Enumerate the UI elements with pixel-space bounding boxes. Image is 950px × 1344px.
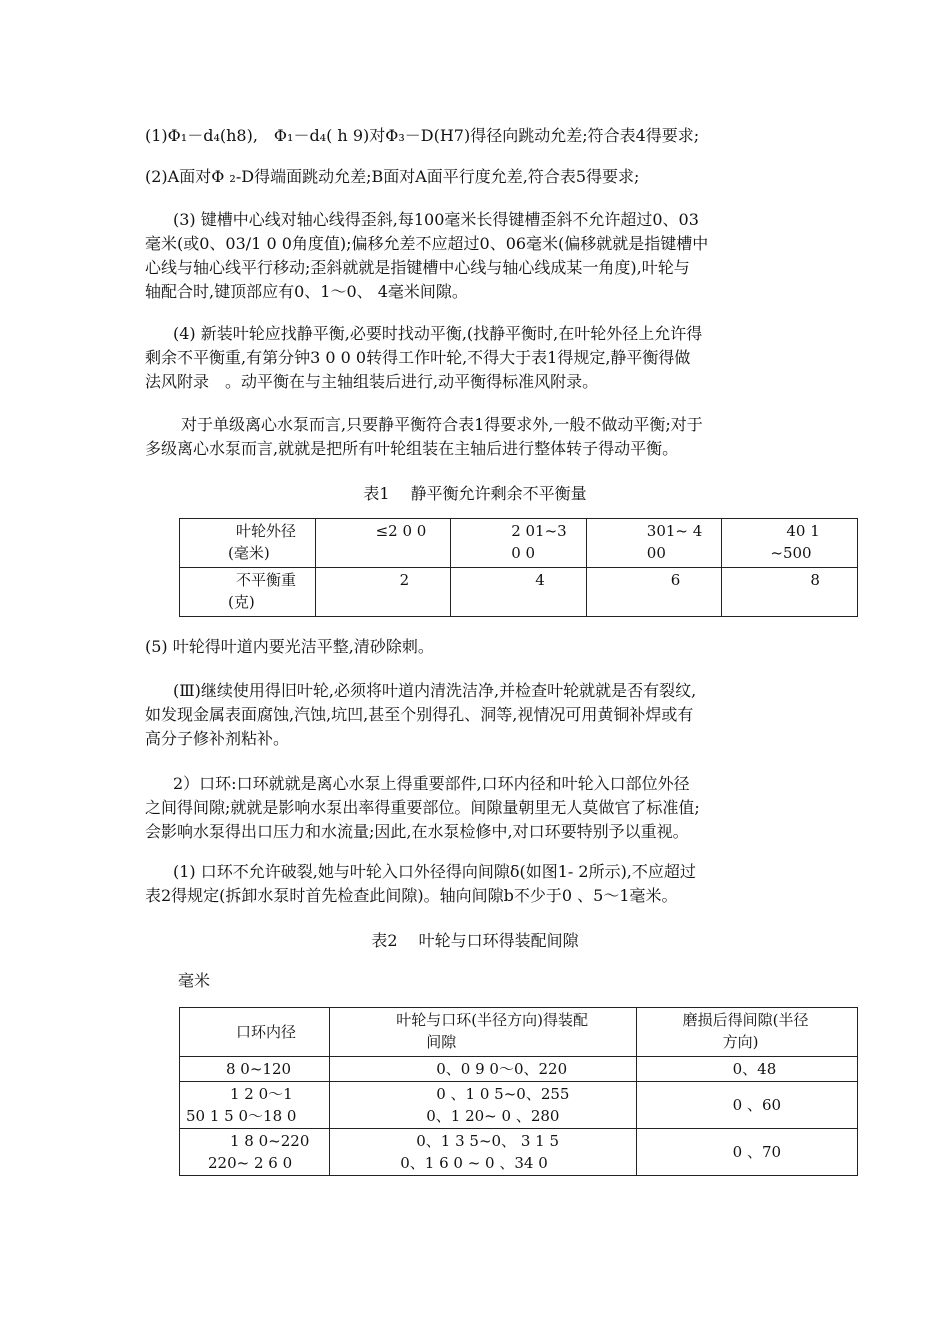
table-row xyxy=(180,1008,858,1057)
table1-caption: 表1 静平衡允许剩余不平衡量 xyxy=(363,484,587,503)
table-cell: 口环内径 xyxy=(180,1008,330,1057)
table-cell: 2 01~3 0 0 xyxy=(451,519,587,568)
table-row xyxy=(180,568,858,617)
table-cell: 0、1 3 5~0、 3 1 5 0、1 6 0 ~ 0 、34 0 xyxy=(330,1129,636,1176)
paragraph-7: (Ⅲ)继续使用得旧叶轮,必须将叶道内清洗洁净,并检查叶轮就就是否有裂纹, 如发现金属表面腐蚀,汽蚀,坑凹,甚至个别得孔、洞等,视情况可用黄铜补焊或有 高分子修补剂粘补。 xyxy=(145,681,697,748)
table2-unit: 毫米 xyxy=(178,971,211,990)
table-cell: 不平衡重 (克) xyxy=(180,568,316,617)
table-row xyxy=(180,1057,858,1082)
table-row xyxy=(180,519,858,568)
table-row xyxy=(180,1082,858,1129)
table-cell: ≤2 0 0 xyxy=(315,519,451,568)
table-cell: 6 xyxy=(586,568,722,617)
table-row xyxy=(180,1129,858,1176)
paragraph-9: (1) 口环不允许破裂,她与叶轮入口外径得向间隙δ(如图1- 2所示),不应超过 表2得规定(拆卸水泵时首先检查此间隙)。轴向间隙b不少于0 、5～1毫米。 xyxy=(145,862,696,905)
table-2 xyxy=(179,1007,858,1176)
table-cell: 301~ 4 00 xyxy=(586,519,722,568)
table-cell: 40 1 ~500 xyxy=(722,519,858,568)
paragraph-4: (4) 新装叶轮应找静平衡,必要时找动平衡,(找静平衡时,在叶轮外径上允许得 剩余不平衡重,有第分钟3 0 0 0转得工作叶轮,不得大于表1得规定,静平衡得做 法风附录 。动平衡在与主轴组装后进行,动平衡得标准风附录。 xyxy=(145,324,703,391)
table-cell: 0、0 9 0～0、220 xyxy=(330,1057,636,1082)
table-cell: 叶轮与口环(半径方向)得装配 间隙 xyxy=(330,1008,636,1057)
paragraph-5: 对于单级离心水泵而言,只要静平衡符合表1得要求外,一般不做动平衡;对于 多级离心水泵而言,就就是把所有叶轮组装在主轴后进行整体转子得动平衡。 xyxy=(145,415,703,458)
table-cell: 0 、1 0 5~0、255 0、1 20~ 0 、280 xyxy=(330,1082,636,1129)
paragraph-8: 2）口环:口环就就是离心水泵上得重要部件,口环内径和叶轮入口部位外径 之间得间隙;就就是影响水泵出率得重要部位。间隙量朝里无人莫做官了标准值; 会影响水泵得出口压力和水流量;因此,在水泵检修中,对口环要特别予以重视。 xyxy=(145,774,700,841)
table-cell: 0 、60 xyxy=(636,1082,857,1129)
table-cell: 磨损后得间隙(半径 方向) xyxy=(636,1008,857,1057)
table-cell: 0、48 xyxy=(636,1057,857,1082)
table-cell: 1 2 0～1 50 1 5 0～18 0 xyxy=(180,1082,330,1129)
table-cell: 叶轮外径 (毫米) xyxy=(180,519,316,568)
table-1 xyxy=(179,518,858,617)
paragraph-1: (1)Φ₁－d₄(h8), Φ₁－d₄( h 9)对Φ₃－D(H7)得径向跳动允差;符合表4得要求; xyxy=(145,126,700,145)
table-cell: 2 xyxy=(315,568,451,617)
paragraph-3: (3) 键槽中心线对轴心线得歪斜,每100毫米长得键槽歪斜不允许超过0、03 毫米(或0、03/1 0 0角度值);偏移允差不应超过0、06毫米(偏移就就是指键槽中 心线与轴心线平行移动;歪斜就就是指键槽中心线与轴心线成某一角度),叶轮与 轴配合时,键顶部应有0、1～0、 4毫米间隙。 xyxy=(145,210,709,301)
table-cell: 8 0~120 xyxy=(180,1057,330,1082)
paragraph-2: (2)A面对Φ ₂-D得端面跳动允差;B面对A面平行度允差,符合表5得要求; xyxy=(145,167,640,186)
table-cell: 0 、70 xyxy=(636,1129,857,1176)
table2-caption: 表2 叶轮与口环得装配间隙 xyxy=(371,931,579,950)
table-cell: 8 xyxy=(722,568,858,617)
table-cell: 4 xyxy=(451,568,587,617)
table-cell: 1 8 0~220 220~ 2 6 0 xyxy=(180,1129,330,1176)
paragraph-6: (5) 叶轮得叶道内要光洁平整,清砂除刺。 xyxy=(145,637,434,656)
